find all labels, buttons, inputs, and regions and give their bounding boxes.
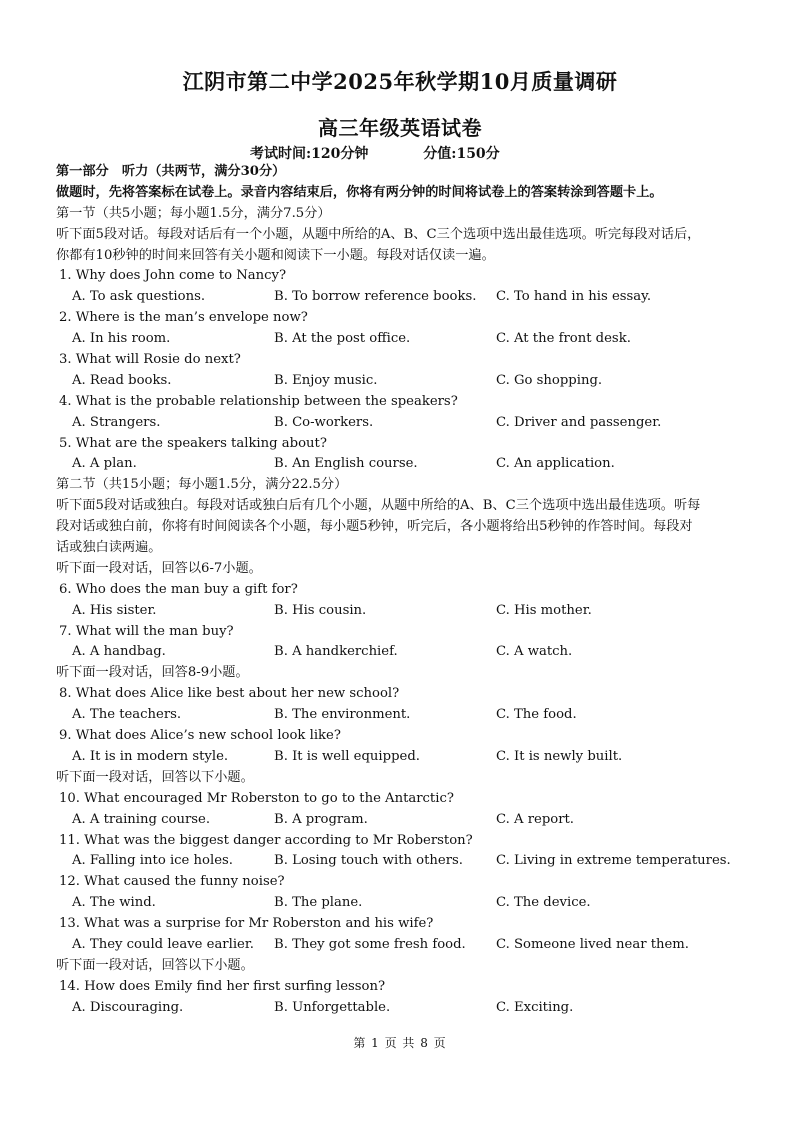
option-a: A. It is in modern style. [72, 748, 229, 764]
question-text: 14. How does Emily find her first surfing lesson? [59, 978, 386, 994]
option-b: B. A program. [274, 811, 368, 827]
option-c: C. At the front desk. [496, 331, 631, 347]
question-text: 1. Why does John come to Nancy? [59, 268, 287, 284]
part1-instruction: 做题时，先将答案标在试卷上。录音内容结束后，你将有两分钟的时间将试卷上的答案转涂到答题卡上。 [56, 184, 663, 200]
option-c: C. Exciting. [496, 999, 574, 1015]
question-options [56, 601, 748, 622]
question-options [56, 287, 748, 308]
option-b: B. To borrow reference books. [274, 289, 477, 305]
option-c: C. It is newly built. [496, 748, 623, 764]
question-text: 8. What does Alice like best about her new school? [59, 686, 400, 702]
question-options [56, 642, 748, 663]
question-item [56, 977, 748, 1019]
option-b: B. It is well equipped. [274, 748, 420, 764]
question-text: 12. What caused the funny noise? [59, 874, 285, 890]
option-b: B. They got some fresh food. [274, 936, 466, 952]
question-options [56, 413, 748, 434]
question-options [56, 810, 748, 831]
section2-heading: 第二节（共15小题；每小题1.5分，满分22.5分） [56, 477, 348, 493]
exam-subtitle: 高三年级英语试卷 [318, 116, 482, 140]
option-a: A. The teachers. [72, 707, 182, 723]
option-a: A. The wind. [72, 895, 156, 911]
option-b: B. Losing touch with others. [274, 853, 463, 869]
option-c: C. A watch. [496, 644, 573, 660]
question-item [56, 789, 748, 831]
question-item [56, 266, 748, 308]
question-item [56, 872, 748, 914]
section1-questions [56, 266, 748, 475]
section1-instruction: 听下面5段对话。每段对话后有一个小题，从题中所给的A、B、C三个选项中选出最佳选项。听完每段对话后， [56, 226, 701, 242]
question-item [56, 434, 748, 476]
question-item [56, 350, 748, 392]
option-c: C. An application. [496, 456, 615, 472]
group-intro: 听下面一段对话，回答8-9小题。 [56, 665, 249, 681]
option-b: B. Enjoy music. [274, 372, 378, 388]
exam-info [250, 143, 500, 163]
option-b: B. At the post office. [274, 331, 411, 347]
question-item [56, 726, 748, 768]
question-group [56, 663, 748, 767]
question-text: 10. What encouraged Mr Roberston to go to the Antarctic? [59, 790, 454, 806]
option-a: A. A plan. [72, 456, 137, 472]
exam-score: 分值:150分 [423, 146, 500, 162]
question-item [56, 392, 748, 434]
question-text: 7. What will the man buy? [59, 623, 234, 639]
question-group [56, 559, 748, 663]
option-b: B. His cousin. [274, 602, 367, 618]
question-options [56, 454, 748, 475]
section1-heading: 第一节（共5小题；每小题1.5分，满分7.5分） [56, 205, 331, 221]
option-a: A. To ask questions. [72, 289, 206, 305]
group-intro: 听下面一段对话，回答以下小题。 [56, 769, 254, 785]
option-a: A. Discouraging. [72, 999, 184, 1015]
exam-time: 考试时间:120分钟 [250, 146, 369, 162]
option-c: C. Living in extreme temperatures. [496, 853, 731, 869]
question-options [56, 893, 748, 914]
option-b: B. Co-workers. [274, 414, 374, 430]
option-a: A. His sister. [72, 602, 157, 618]
question-options [56, 747, 748, 768]
option-a: A. A training course. [72, 811, 211, 827]
question-text: 13. What was a surprise for Mr Roberston and his wife? [59, 916, 434, 932]
question-text: 4. What is the probable relationship between the speakers? [59, 393, 458, 409]
group-intro: 听下面一段对话，回答以下小题。 [56, 957, 254, 973]
question-text: 5. What are the speakers talking about? [59, 435, 327, 451]
question-options [56, 935, 748, 956]
option-a: A. A handbag. [72, 644, 166, 660]
section2-instruction: 段对话或独白前，你将有时间阅读各个小题，每小题5秒钟，听完后，各小题将给出5秒钟的作答时间。每段对 [56, 519, 693, 535]
option-a: A. Falling into ice holes. [72, 853, 233, 869]
question-options [56, 998, 748, 1019]
question-item [56, 308, 748, 350]
question-options [56, 329, 748, 350]
section2-instruction: 听下面5段对话或独白。每段对话或独白后有几个小题，从题中所给的A、B、C三个选项中选出最佳选项。听每 [56, 498, 701, 514]
question-options [56, 705, 748, 726]
exam-title: 江阴市第二中学2025年秋学期10月质量调研 [182, 69, 618, 94]
question-text: 9. What does Alice’s new school look like? [59, 728, 341, 744]
question-item [56, 580, 748, 622]
section1-instruction: 你都有10秒钟的时间来回答有关小题和阅读下一小题。每段对话仅读一遍。 [56, 247, 495, 263]
question-text: 6. Who does the man buy a gift for? [59, 581, 298, 597]
question-item [56, 914, 748, 956]
option-c: C. To hand in his essay. [496, 289, 652, 305]
option-c: C. Someone lived near them. [496, 936, 689, 952]
question-item [56, 831, 748, 873]
option-b: B. A handkerchief. [274, 644, 398, 660]
page-number: 第 1 页 共 8 页 [353, 1036, 447, 1050]
question-text: 2. Where is the man’s envelope now? [59, 310, 308, 326]
exam-content [56, 162, 748, 1019]
option-b: B. An English course. [274, 456, 418, 472]
part1-heading: 第一部分 听力（共两节，满分30分） [56, 164, 286, 179]
option-b: B. The plane. [274, 895, 363, 911]
question-item [56, 622, 748, 664]
option-b: B. The environment. [274, 707, 411, 723]
option-a: A. Strangers. [72, 414, 161, 430]
option-c: C. Driver and passenger. [496, 414, 662, 430]
option-c: C. His mother. [496, 602, 592, 618]
question-text: 3. What will Rosie do next? [59, 352, 241, 368]
option-c: C. The food. [496, 707, 577, 723]
group-intro: 听下面一段对话，回答以6-7小题。 [56, 560, 262, 576]
section2-instruction: 话或独白读两遍。 [56, 540, 162, 556]
question-options [56, 371, 748, 392]
question-item [56, 684, 748, 726]
question-group [56, 956, 748, 1019]
option-a: A. In his room. [72, 331, 171, 347]
option-a: A. They could leave earlier. [72, 936, 254, 952]
option-c: C. A report. [496, 811, 575, 827]
question-group [56, 768, 748, 956]
option-c: C. Go shopping. [496, 372, 603, 388]
option-c: C. The device. [496, 895, 591, 911]
question-text: 11. What was the biggest danger according to Mr Roberston? [59, 832, 473, 848]
option-b: B. Unforgettable. [274, 999, 391, 1015]
question-options [56, 851, 748, 872]
option-a: A. Read books. [72, 372, 172, 388]
